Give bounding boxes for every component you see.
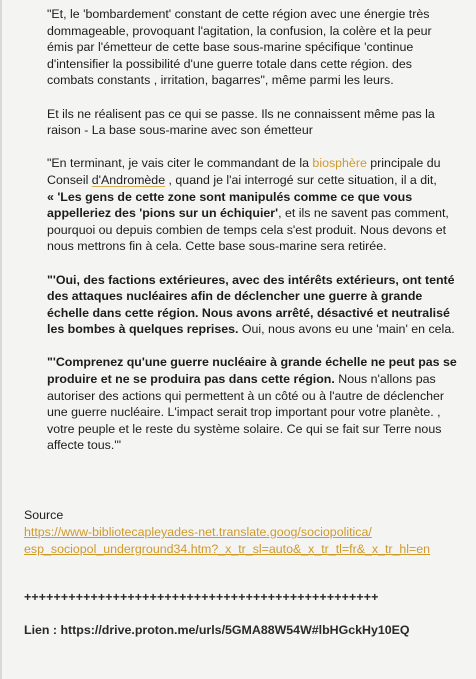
paragraph-4 — [47, 272, 457, 338]
paragraph-4-rest: Oui, nous avons eu une 'main' en cela. — [238, 322, 455, 337]
paragraph-4-bold: "'Oui, des factions extérieures, avec des intérêts extérieurs, ont tenté des attaques nucléaires afin de déclencher une guerre à grande échelle dans cette région. Nous avons arrêté, désactivé et neutralisé les bombes à quelques reprises. — [47, 272, 455, 337]
paragraph-1: "Et, le 'bombardement' constant de cette région avec une énergie très dommageable, provoquant l'agitation, la confusion, la colère et la peur émis par l'émetteur de cette base sous-marine spécifique 'continue d'intensifier la possibilité d'une guerre totale dans cette région. des combats constants , irritation, bagarres", même parmi les leurs. — [47, 7, 432, 88]
paragraph-2: Et ils ne réalisent pas ce qui se passe. Ils ne connaissent même pas la raison - La base sous-marine avec son émetteur — [47, 106, 435, 138]
paragraph-3-intro: "En terminant, je vais citer le commandant de la — [47, 156, 313, 171]
paragraph-3 — [47, 155, 457, 255]
paragraph-3-rest: , et ils ne savent pas comment, pourquoi ou depuis combien de temps cela s'est produit. Nous devons et nous mettrons fin à cela. Cette base sous-marine sera retirée. — [47, 206, 449, 254]
lien-text: Lien : https://drive.proton.me/urls/5GMA88W54W#lbHGckHy10EQ — [24, 623, 410, 637]
source-block — [24, 507, 464, 558]
source-url-line-2: esp_sociopol_underground34.htm?_x_tr_sl=auto&_x_tr_tl=fr&_x_tr_hl=en — [24, 542, 431, 556]
paragraph-3-text: principale du Conseil — [47, 156, 441, 187]
source-link[interactable] — [24, 525, 430, 556]
paragraph-5 — [47, 354, 457, 454]
paragraph-3-bold-quote: « 'Les gens de cette zone sont manipulés comme ce que vous appelleriez des 'pions sur un échiquier' — [47, 189, 413, 221]
andromede-term: d'Andromède — [91, 172, 166, 187]
separator-line: ++++++++++++++++++++++++++++++++++++++++++++++++ — [24, 590, 379, 604]
source-url-line-1: https://www-bibliotecapleyades-net.translate.goog/sociopolitica/ — [24, 525, 372, 539]
source-label: Source — [24, 508, 64, 522]
paragraph-5-rest: Nous n'allons pas autoriser des actions qui permettent à un côté ou à l'autre de déclencher une guerre nucléaire. L'impact serait trop important pour votre planète. , votre peuple et le reste du système solaire. Ce qui se fait sur Terre nous affecte tous.'" — [47, 372, 445, 453]
quote-block — [47, 6, 457, 471]
paragraph-3-said: , quand je l'ai interrogé sur cette situation, il a dit, — [165, 172, 437, 187]
biosphere-link[interactable]: biosphère — [312, 156, 367, 171]
paragraph-5-bold: "'Comprenez qu'une guerre nucléaire à grande échelle ne peut pas se produire et ne se produira pas dans cette région. — [47, 355, 457, 387]
left-border — [0, 0, 2, 679]
